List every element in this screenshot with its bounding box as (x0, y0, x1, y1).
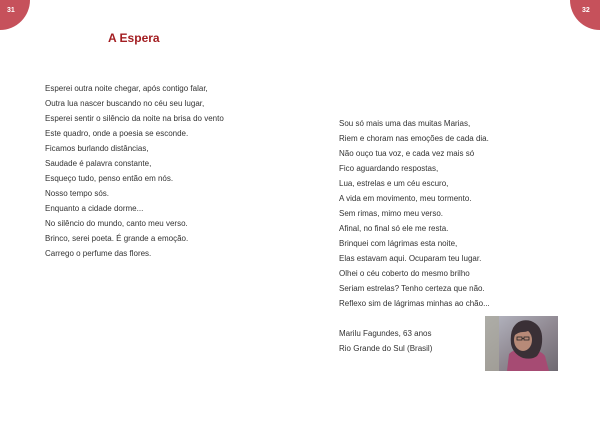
poem-line: Seriam estrelas? Tenho certeza que não. (339, 284, 485, 293)
author-name-age: Marilu Fagundes, 63 anos (339, 329, 432, 338)
poem-title: A Espera (108, 31, 160, 45)
poem-line: Brinco, serei poeta. É grande a emoção. (45, 234, 189, 243)
page-number-badge-left (0, 0, 30, 30)
poem-left-column (45, 81, 224, 261)
poem-line: Nosso tempo sós. (45, 189, 110, 198)
poem-line: Sou só mais uma das muitas Marias, (339, 119, 471, 128)
author-location: Rio Grande do Sul (Brasil) (339, 344, 433, 353)
author-portrait-image (485, 316, 558, 371)
poem-line: Enquanto a cidade dorme... (45, 204, 144, 213)
poem-line: Esperei sentir o silêncio da noite na brisa do vento (45, 114, 224, 123)
poem-line: Esqueço tudo, penso então em nós. (45, 174, 174, 183)
poem-line: No silêncio do mundo, canto meu verso. (45, 219, 188, 228)
poem-line: Ficamos burlando distâncias, (45, 144, 149, 153)
poem-line: Carrego o perfume das flores. (45, 249, 152, 258)
poem-line: Lua, estrelas e um céu escuro, (339, 179, 449, 188)
poem-line: Esperei outra noite chegar, após contigo falar, (45, 84, 208, 93)
poem-line: Brinquei com lágrimas esta noite, (339, 239, 458, 248)
author-info (339, 326, 432, 356)
poem-line: Fico aguardando respostas, (339, 164, 439, 173)
poem-line: Reflexo sim de lágrimas minhas ao chão... (339, 299, 490, 308)
poem-right-column (339, 116, 490, 311)
poem-line: Não ouço tua voz, e cada vez mais só (339, 149, 475, 158)
page-number-right: 32 (582, 7, 590, 14)
poem-line: Olhei o céu coberto do mesmo brilho (339, 269, 470, 278)
poem-line: Saudade é palavra constante, (45, 159, 152, 168)
poem-line: Elas estavam aqui. Ocuparam teu lugar. (339, 254, 482, 263)
poem-line: Riem e choram nas emoções de cada dia. (339, 134, 489, 143)
page-number-left: 31 (7, 7, 15, 14)
poem-line: Afinal, no final só ele me resta. (339, 224, 449, 233)
poem-line: Este quadro, onde a poesia se esconde. (45, 129, 189, 138)
author-photo (485, 316, 558, 371)
page-number-badge-right (570, 0, 600, 30)
poem-line: Outra lua nascer buscando no céu seu lugar, (45, 99, 205, 108)
poem-line: A vida em movimento, meu tormento. (339, 194, 472, 203)
poem-line: Sem rimas, mimo meu verso. (339, 209, 444, 218)
